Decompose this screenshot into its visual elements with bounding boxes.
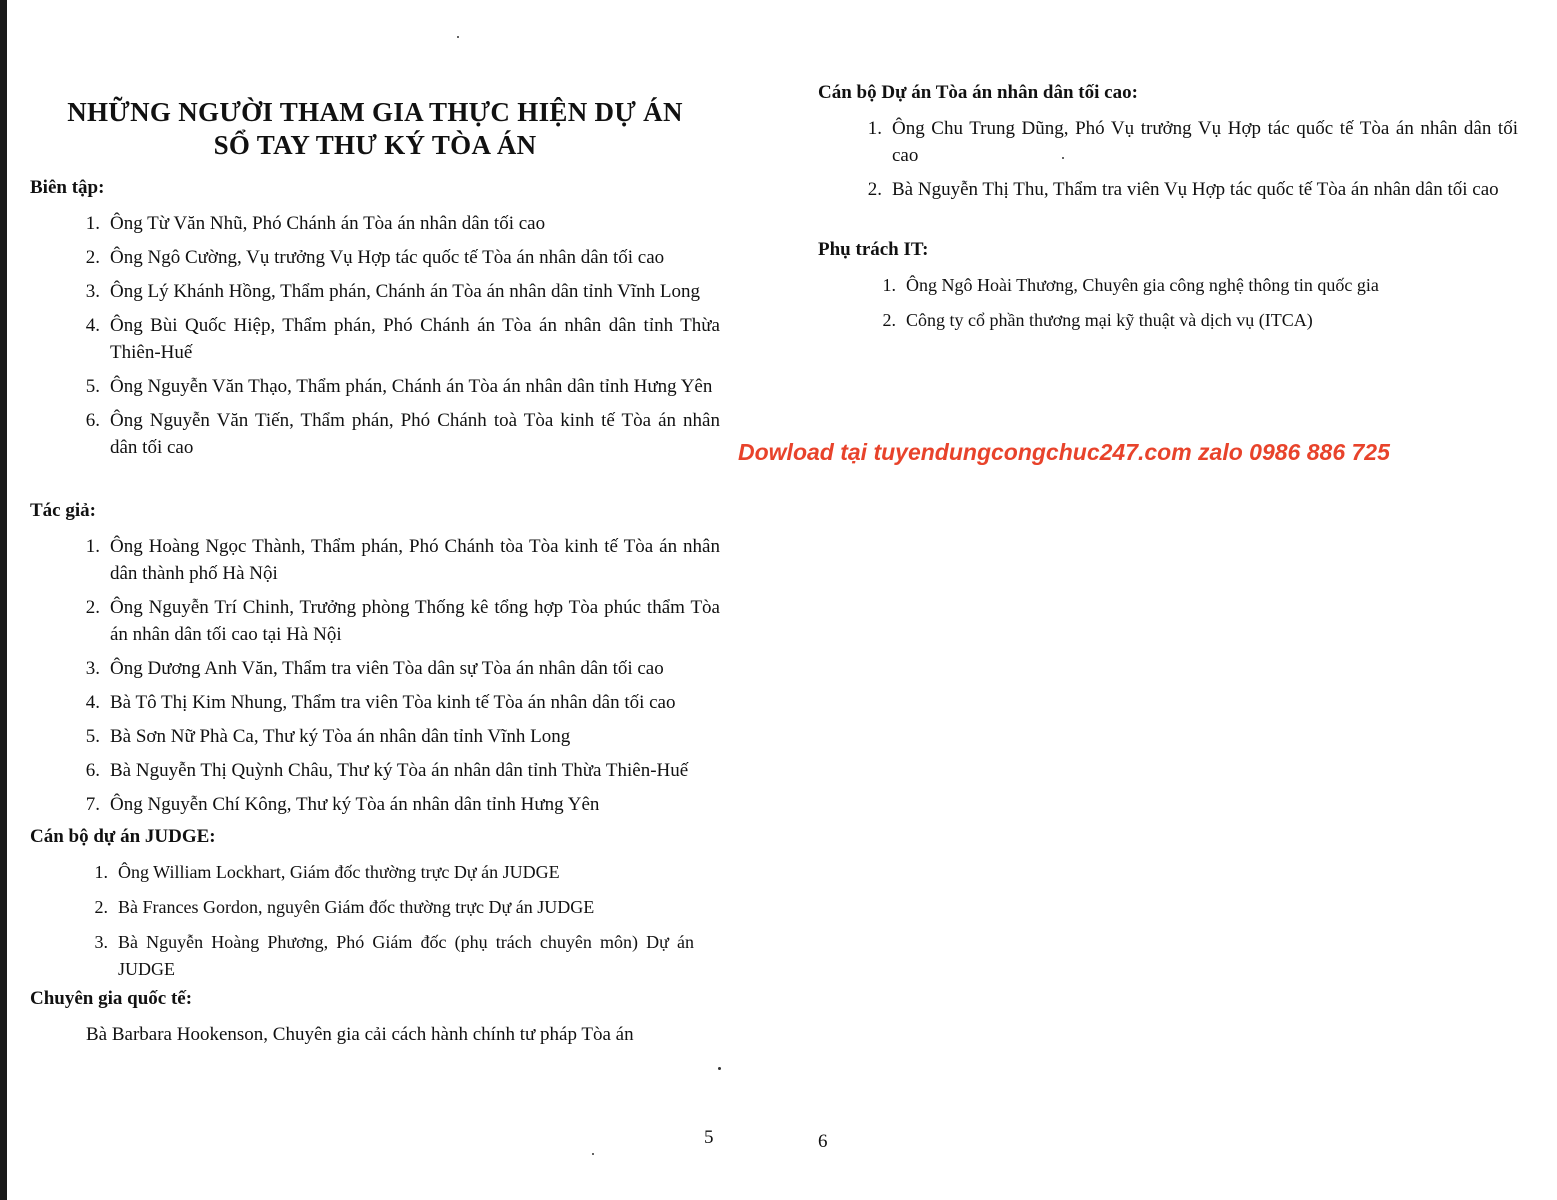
list-item: 2. Bà Nguyễn Thị Thu, Thẩm tra viên Vụ Hợp tác quốc tế Tòa án nhân dân tối cao [867, 179, 1499, 200]
title-line-1: NHỮNG NGƯỜI THAM GIA THỰC HIỆN DỰ ÁN [67, 97, 683, 127]
list-item: 5. Ông Nguyễn Văn Thạo, Thẩm phán, Chánh án Tòa án nhân dân tỉnh Hưng Yên [85, 376, 713, 397]
list-item: 3. Bà Nguyễn Hoàng Phương, Phó Giám đốc (phụ trách chuyên môn) Dự án JUDGE [94, 932, 694, 979]
list-item: 5. Bà Sơn Nữ Phà Ca, Thư ký Tòa án nhân dân tỉnh Vĩnh Long [85, 726, 571, 747]
page-number-right: 6 [818, 1131, 828, 1152]
list-item: 2. Công ty cổ phần thương mại kỹ thuật và dịch vụ (ITCA) [882, 310, 1313, 330]
section-it [818, 238, 1518, 342]
judge-list [30, 859, 720, 983]
list-item: 6. Bà Nguyễn Thị Quỳnh Châu, Thư ký Tòa án nhân dân tỉnh Thừa Thiên-Huế [85, 760, 689, 781]
chuyen-gia-text: Bà Barbara Hookenson, Chuyên gia cải cách hành chính tư pháp Tòa án [86, 1024, 634, 1045]
section-heading: Tác giả: [30, 500, 96, 521]
scan-edge [0, 0, 7, 1200]
list-item: 4. Ông Bùi Quốc Hiệp, Thẩm phán, Phó Chánh án Tòa án nhân dân tỉnh Thừa Thiên-Huế [85, 315, 720, 363]
list-item: 3. Ông Dương Anh Văn, Thẩm tra viên Tòa dân sự Tòa án nhân dân tối cao [85, 658, 664, 679]
bien-tap-list [30, 210, 720, 461]
title-line-2: SỔ TAY THƯ KÝ TÒA ÁN [213, 130, 537, 160]
scan-speck [1062, 157, 1064, 159]
section-chuyen-gia [30, 987, 720, 1048]
list-item: 3. Ông Lý Khánh Hồng, Thẩm phán, Chánh án Tòa án nhân dân tỉnh Vĩnh Long [85, 281, 700, 302]
page-number-left: 5 [704, 1127, 714, 1148]
left-page [30, 0, 720, 1200]
section-heading: Cán bộ Dự án Tòa án nhân dân tối cao: [818, 82, 1138, 103]
scan-speck [457, 36, 459, 38]
section-heading: Biên tập: [30, 177, 105, 198]
list-item: 1. Ông Hoàng Ngọc Thành, Thẩm phán, Phó Chánh tòa Tòa kinh tế Tòa án nhân dân thành phố Hà Nội [85, 536, 720, 584]
section-toa-an [818, 81, 1518, 210]
section-judge [30, 825, 720, 991]
scan-speck [592, 1153, 594, 1155]
section-bien-tap [30, 176, 720, 468]
tac-gia-list [30, 533, 720, 818]
section-tac-gia [30, 499, 720, 825]
section-heading: Phụ trách IT: [818, 239, 929, 260]
right-page [818, 0, 1518, 1200]
section-heading: Cán bộ dự án JUDGE: [30, 826, 216, 847]
list-item: 1. Ông Chu Trung Dũng, Phó Vụ trưởng Vụ Hợp tác quốc tế Tòa án nhân dân tối cao [867, 118, 1518, 166]
list-item: 4. Bà Tô Thị Kim Nhung, Thẩm tra viên Tòa kinh tế Tòa án nhân dân tối cao [85, 692, 676, 713]
list-item: 2. Bà Frances Gordon, nguyên Giám đốc thường trực Dự án JUDGE [94, 897, 595, 917]
list-item: 2. Ông Nguyễn Trí Chinh, Trưởng phòng Thống kê tổng hợp Tòa phúc thẩm Tòa án nhân dân tối cao tại Hà Nội [85, 597, 720, 645]
scan-speck [718, 1067, 721, 1070]
list-item: 1. Ông William Lockhart, Giám đốc thường trực Dự án JUDGE [94, 862, 560, 882]
watermark-text: Dowload tại tuyendungcongchuc247.com zalo 0986 886 725 [738, 439, 1390, 465]
list-item: 1. Ông Ngô Hoài Thương, Chuyên gia công nghệ thông tin quốc gia [882, 275, 1379, 295]
list-item: 2. Ông Ngô Cường, Vụ trưởng Vụ Hợp tác quốc tế Tòa án nhân dân tối cao [85, 247, 665, 268]
toa-an-list [818, 115, 1518, 203]
list-item: 1. Ông Từ Văn Nhũ, Phó Chánh án Tòa án nhân dân tối cao [85, 213, 546, 234]
section-heading: Chuyên gia quốc tế: [30, 988, 193, 1009]
list-item: 6. Ông Nguyễn Văn Tiến, Thẩm phán, Phó Chánh toà Tòa kinh tế Tòa án nhân dân tối cao [85, 410, 720, 458]
it-list [818, 272, 1518, 334]
page-title [30, 96, 720, 162]
list-item: 7. Ông Nguyễn Chí Kông, Thư ký Tòa án nhân dân tỉnh Hưng Yên [85, 794, 600, 815]
